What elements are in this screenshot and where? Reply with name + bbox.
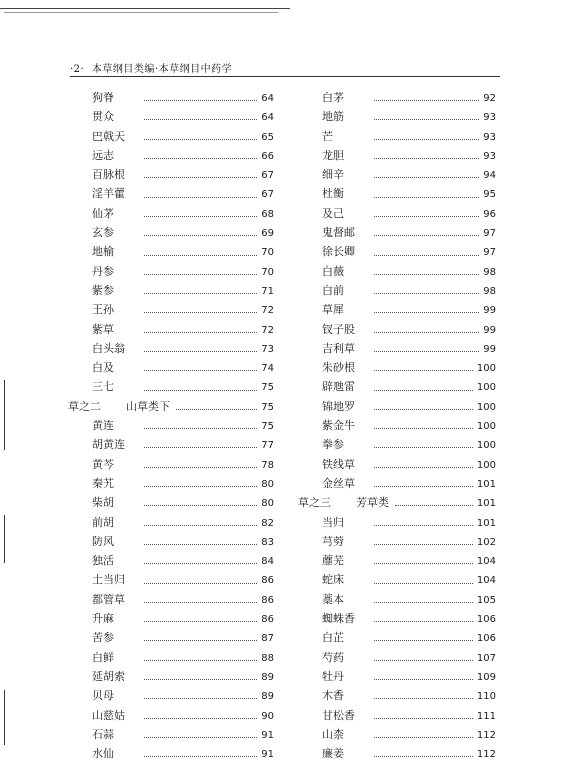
dot-leader [374, 274, 479, 275]
dot-leader [144, 351, 257, 352]
entry-name: 柴胡 [92, 496, 114, 510]
entry-page-number: 93 [483, 112, 496, 124]
toc-entry [68, 262, 274, 281]
section-subtitle: 山草类下 [126, 399, 170, 413]
dot-leader [144, 544, 257, 545]
entry-page-number: 97 [483, 247, 496, 259]
dot-leader [144, 235, 257, 236]
entry-name: 土当归 [92, 573, 125, 587]
entry-page-number: 75 [261, 401, 274, 413]
toc-entry [298, 628, 496, 647]
entry-page-number: 105 [476, 594, 496, 606]
entry-page-number: 101 [476, 498, 496, 510]
toc-entry [68, 609, 274, 628]
entry-name: 辟虺雷 [322, 380, 355, 394]
toc-entry [68, 146, 274, 165]
entry-page-number: 100 [476, 382, 496, 394]
entry-name: 防风 [92, 534, 114, 548]
entry-name: 铁线草 [322, 457, 355, 471]
toc-entry [298, 570, 496, 589]
entry-name: 草之二 [68, 399, 101, 413]
entry-page-number: 112 [476, 729, 496, 741]
dot-leader [144, 447, 257, 448]
entry-page-number: 83 [261, 536, 274, 548]
dot-leader [144, 525, 257, 526]
entry-page-number: 88 [261, 652, 274, 664]
entry-page-number: 64 [261, 93, 274, 104]
entry-page-number: 66 [261, 150, 274, 162]
toc-entry [298, 474, 496, 493]
entry-name: 廉姜 [322, 747, 344, 761]
binding-margin-line [4, 515, 5, 563]
entry-name: 当归 [322, 515, 344, 529]
entry-name: 都管草 [92, 592, 125, 606]
entry-page-number: 100 [476, 363, 496, 375]
entry-name: 延胡索 [92, 669, 125, 683]
dot-leader [374, 293, 479, 294]
toc-entry [298, 146, 496, 165]
dot-leader [144, 100, 257, 101]
entry-name: 牡丹 [322, 669, 344, 683]
entry-name: 仙茅 [92, 206, 114, 220]
dot-leader [374, 583, 473, 584]
dot-leader [144, 390, 257, 391]
entry-page-number: 107 [476, 652, 496, 664]
toc-entry [298, 435, 496, 454]
toc-entry [298, 590, 496, 609]
entry-page-number: 95 [483, 189, 496, 201]
dot-leader [374, 158, 479, 159]
entry-name: 地榆 [92, 245, 114, 259]
toc-entry [68, 320, 274, 339]
entry-page-number: 93 [483, 131, 496, 143]
entry-page-number: 94 [483, 170, 496, 182]
entry-name: 山慈姑 [92, 708, 125, 722]
entry-page-number: 78 [261, 459, 274, 471]
entry-name: 紫金牛 [322, 419, 355, 433]
entry-name: 白及 [92, 361, 114, 375]
dot-leader [144, 370, 257, 371]
dot-leader [374, 235, 479, 236]
entry-page-number: 110 [476, 691, 496, 703]
dot-leader [374, 370, 473, 371]
entry-name: 狗脊 [92, 91, 114, 104]
toc-entry [68, 339, 274, 358]
dot-leader [374, 467, 473, 468]
toc-entry [68, 532, 274, 551]
dot-leader [144, 505, 257, 506]
entry-page-number: 89 [261, 671, 274, 683]
entry-page-number: 75 [261, 421, 274, 433]
entry-name: 甘松香 [322, 708, 355, 722]
toc-entry [298, 127, 496, 146]
dot-leader [374, 621, 473, 622]
dot-leader [144, 679, 257, 680]
entry-page-number: 86 [261, 614, 274, 626]
toc-entry [298, 725, 496, 744]
toc-entry [298, 455, 496, 474]
toc-entry [298, 242, 496, 261]
toc-entry [68, 204, 274, 223]
entry-name: 山柰 [322, 727, 344, 741]
entry-name: 水仙 [92, 747, 114, 761]
entry-name: 白头翁 [92, 341, 125, 355]
entry-name: 草犀 [322, 303, 344, 317]
toc-entry [298, 107, 496, 126]
entry-page-number: 112 [476, 749, 496, 761]
dot-leader [144, 698, 257, 699]
toc-entry [298, 223, 496, 242]
entry-name: 紫参 [92, 283, 114, 297]
toc-entry [68, 590, 274, 609]
entry-page-number: 80 [261, 478, 274, 490]
entry-page-number: 91 [261, 729, 274, 741]
toc-entry [68, 551, 274, 570]
entry-name: 锦地罗 [322, 399, 355, 413]
dot-leader [144, 197, 257, 198]
toc-entry [68, 242, 274, 261]
entry-page-number: 70 [261, 247, 274, 259]
entry-name: 苦参 [92, 631, 114, 645]
dot-leader [144, 274, 257, 275]
entry-name: 贯众 [92, 110, 114, 124]
entry-name: 贝母 [92, 689, 114, 703]
entry-page-number: 101 [476, 478, 496, 490]
header-rule [70, 76, 500, 77]
dot-leader [374, 177, 479, 178]
entry-page-number: 64 [261, 112, 274, 124]
section-subtitle: 芳草类 [356, 496, 389, 510]
entry-page-number: 77 [261, 440, 274, 452]
entry-name: 前胡 [92, 515, 114, 529]
entry-name: 远志 [92, 148, 114, 162]
toc-entry [68, 358, 274, 377]
toc-entry [298, 686, 496, 705]
entry-page-number: 67 [261, 189, 274, 201]
entry-page-number: 101 [476, 517, 496, 529]
entry-page-number: 86 [261, 594, 274, 606]
top-edge-rule [0, 8, 290, 9]
toc-entry [68, 455, 274, 474]
toc-entry [68, 416, 274, 435]
toc-entry [298, 204, 496, 223]
entry-name: 白鲜 [92, 650, 114, 664]
dot-leader [374, 525, 473, 526]
toc-entry [68, 107, 274, 126]
entry-name: 丹参 [92, 264, 114, 278]
entry-page-number: 84 [261, 556, 274, 568]
dot-leader [144, 602, 257, 603]
dot-leader [144, 216, 257, 217]
dot-leader [144, 312, 257, 313]
dot-leader [374, 100, 479, 101]
entry-name: 百脉根 [92, 168, 125, 182]
toc-entry [298, 184, 496, 203]
toc-entry [298, 281, 496, 300]
entry-page-number: 100 [476, 421, 496, 433]
running-header [70, 60, 232, 75]
entry-page-number: 82 [261, 517, 274, 529]
entry-name: 及己 [322, 206, 344, 220]
entry-name: 地筋 [322, 110, 344, 124]
toc-section-heading [68, 397, 274, 416]
dot-leader [374, 660, 473, 661]
entry-page-number: 106 [476, 614, 496, 626]
toc-entry [68, 706, 274, 725]
entry-page-number: 100 [476, 401, 496, 413]
dot-leader [144, 756, 257, 757]
dot-leader [374, 563, 473, 564]
entry-page-number: 93 [483, 150, 496, 162]
toc-entry [298, 339, 496, 358]
entry-page-number: 97 [483, 228, 496, 240]
toc-entry [298, 609, 496, 628]
toc-entry [298, 300, 496, 319]
entry-page-number: 104 [476, 556, 496, 568]
dot-leader [176, 409, 257, 410]
toc-entry [68, 300, 274, 319]
toc-entry [68, 474, 274, 493]
entry-page-number: 92 [483, 93, 496, 104]
dot-leader [374, 216, 479, 217]
dot-leader [374, 447, 473, 448]
entry-name: 金丝草 [322, 476, 355, 490]
toc-entry [68, 628, 274, 647]
entry-page-number: 70 [261, 266, 274, 278]
toc-entry [68, 493, 274, 512]
entry-name: 徐长卿 [322, 245, 355, 259]
entry-name: 胡黄连 [92, 438, 125, 452]
toc-entry [298, 88, 496, 107]
binding-margin-line [4, 690, 5, 745]
entry-name: 拳参 [322, 438, 344, 452]
entry-page-number: 69 [261, 228, 274, 240]
entry-page-number: 99 [483, 343, 496, 355]
entry-name: 芒 [322, 129, 333, 143]
entry-name: 淫羊藿 [92, 187, 125, 201]
entry-page-number: 99 [483, 324, 496, 336]
entry-page-number: 72 [261, 305, 274, 317]
entry-page-number: 106 [476, 633, 496, 645]
dot-leader [374, 640, 473, 641]
toc-entry [298, 377, 496, 396]
toc-entry [68, 223, 274, 242]
toc-entry [298, 262, 496, 281]
dot-leader [374, 197, 479, 198]
toc-entry [68, 686, 274, 705]
entry-name: 秦艽 [92, 476, 114, 490]
entry-name: 鬼督邮 [322, 226, 355, 240]
entry-page-number: 74 [261, 363, 274, 375]
dot-leader [144, 119, 257, 120]
dot-leader [144, 158, 257, 159]
entry-page-number: 89 [261, 691, 274, 703]
toc-entry [68, 725, 274, 744]
dot-leader [374, 312, 479, 313]
dot-leader [374, 602, 473, 603]
entry-page-number: 80 [261, 498, 274, 510]
entry-name: 芍药 [322, 650, 344, 664]
entry-page-number: 109 [476, 671, 496, 683]
entry-page-number: 111 [476, 710, 496, 722]
entry-name: 草之三 [298, 496, 331, 510]
dot-leader [374, 544, 473, 545]
dot-leader [144, 332, 257, 333]
toc-entry [68, 570, 274, 589]
entry-name: 玄参 [92, 226, 114, 240]
entry-name: 独活 [92, 554, 114, 568]
dot-leader [144, 583, 257, 584]
dot-leader [374, 139, 479, 140]
dot-leader [374, 351, 479, 352]
entry-name: 蘼芜 [322, 554, 344, 568]
dot-leader [144, 486, 257, 487]
toc-entry [68, 184, 274, 203]
toc-entry [68, 377, 274, 396]
toc-entry [298, 358, 496, 377]
entry-name: 王孙 [92, 303, 114, 317]
binding-margin-line [4, 380, 5, 450]
entry-page-number: 75 [261, 382, 274, 394]
entry-name: 蜘蛛香 [322, 612, 355, 626]
dot-leader [374, 255, 479, 256]
entry-page-number: 68 [261, 208, 274, 220]
dot-leader [374, 332, 479, 333]
entry-name: 黄连 [92, 419, 114, 433]
dot-leader [374, 409, 473, 410]
entry-page-number: 67 [261, 170, 274, 182]
entry-page-number: 104 [476, 575, 496, 587]
dot-leader [374, 718, 473, 719]
entry-name: 白薇 [322, 264, 344, 278]
toc-entry [298, 744, 496, 763]
toc-entry [298, 513, 496, 532]
entry-name: 龙胆 [322, 148, 344, 162]
entry-name: 升麻 [92, 612, 114, 626]
dot-leader [374, 679, 473, 680]
top-edge-rule-inner [4, 12, 278, 13]
entry-name: 石蒜 [92, 727, 114, 741]
dot-leader [374, 737, 473, 738]
toc-section-heading [298, 493, 496, 512]
entry-page-number: 65 [261, 131, 274, 143]
dot-leader [144, 660, 257, 661]
entry-page-number: 100 [476, 440, 496, 452]
toc-entry [298, 667, 496, 686]
entry-page-number: 98 [483, 266, 496, 278]
dot-leader [144, 177, 257, 178]
toc-entry [68, 513, 274, 532]
dot-leader [374, 428, 473, 429]
dot-leader [374, 390, 473, 391]
entry-name: 白前 [322, 283, 344, 297]
entry-name: 细辛 [322, 168, 344, 182]
toc-entry [298, 648, 496, 667]
entry-name: 钗子股 [322, 322, 355, 336]
entry-name: 朱砂根 [322, 361, 355, 375]
book-title: 本草纲目类编·本草纲目中药学 [91, 64, 233, 75]
dot-leader [374, 756, 473, 757]
toc-entry [298, 706, 496, 725]
toc-entry [68, 88, 274, 107]
entry-page-number: 102 [476, 536, 496, 548]
entry-name: 木香 [322, 689, 344, 703]
dot-leader [144, 640, 257, 641]
dot-leader [144, 718, 257, 719]
scan-speck: · · [182, 738, 188, 745]
entry-name: 藁本 [322, 592, 344, 606]
entry-page-number: 99 [483, 305, 496, 317]
entry-page-number: 73 [261, 343, 274, 355]
dot-leader [374, 119, 479, 120]
toc-entry [68, 435, 274, 454]
entry-page-number: 86 [261, 575, 274, 587]
toc-entry [298, 551, 496, 570]
entry-name: 蛇床 [322, 573, 344, 587]
toc-entry [68, 281, 274, 300]
toc-entry [68, 127, 274, 146]
toc-entry [68, 744, 274, 763]
toc-entry [298, 397, 496, 416]
entry-page-number: 98 [483, 285, 496, 297]
dot-leader [144, 255, 257, 256]
toc-entry [298, 416, 496, 435]
entry-name: 黄芩 [92, 457, 114, 471]
dot-leader [144, 563, 257, 564]
dot-leader [144, 293, 257, 294]
dot-leader [374, 698, 473, 699]
toc-entry [68, 648, 274, 667]
entry-name: 白芷 [322, 631, 344, 645]
toc-left-column [68, 88, 274, 763]
page-number: ·2· [70, 64, 85, 75]
dot-leader [144, 428, 257, 429]
toc-entry [298, 320, 496, 339]
dot-leader [395, 505, 473, 506]
entry-page-number: 90 [261, 710, 274, 722]
toc-right-column [298, 88, 496, 763]
entry-page-number: 91 [261, 749, 274, 761]
dot-leader [144, 467, 257, 468]
entry-page-number: 87 [261, 633, 274, 645]
toc-entry [68, 165, 274, 184]
dot-leader [374, 486, 473, 487]
entry-page-number: 96 [483, 208, 496, 220]
entry-name: 白茅 [322, 91, 344, 104]
dot-leader [144, 139, 257, 140]
entry-name: 吉利草 [322, 341, 355, 355]
entry-name: 巴戟天 [92, 129, 125, 143]
entry-name: 芎䓖 [322, 534, 344, 548]
entry-name: 杜衡 [322, 187, 344, 201]
dot-leader [144, 621, 257, 622]
toc-entry [298, 532, 496, 551]
entry-name: 紫草 [92, 322, 114, 336]
entry-page-number: 71 [261, 285, 274, 297]
toc-entry [68, 667, 274, 686]
entry-name: 三七 [92, 380, 114, 394]
entry-page-number: 100 [476, 459, 496, 471]
toc-entry [298, 165, 496, 184]
dot-leader [144, 737, 257, 738]
entry-page-number: 72 [261, 324, 274, 336]
